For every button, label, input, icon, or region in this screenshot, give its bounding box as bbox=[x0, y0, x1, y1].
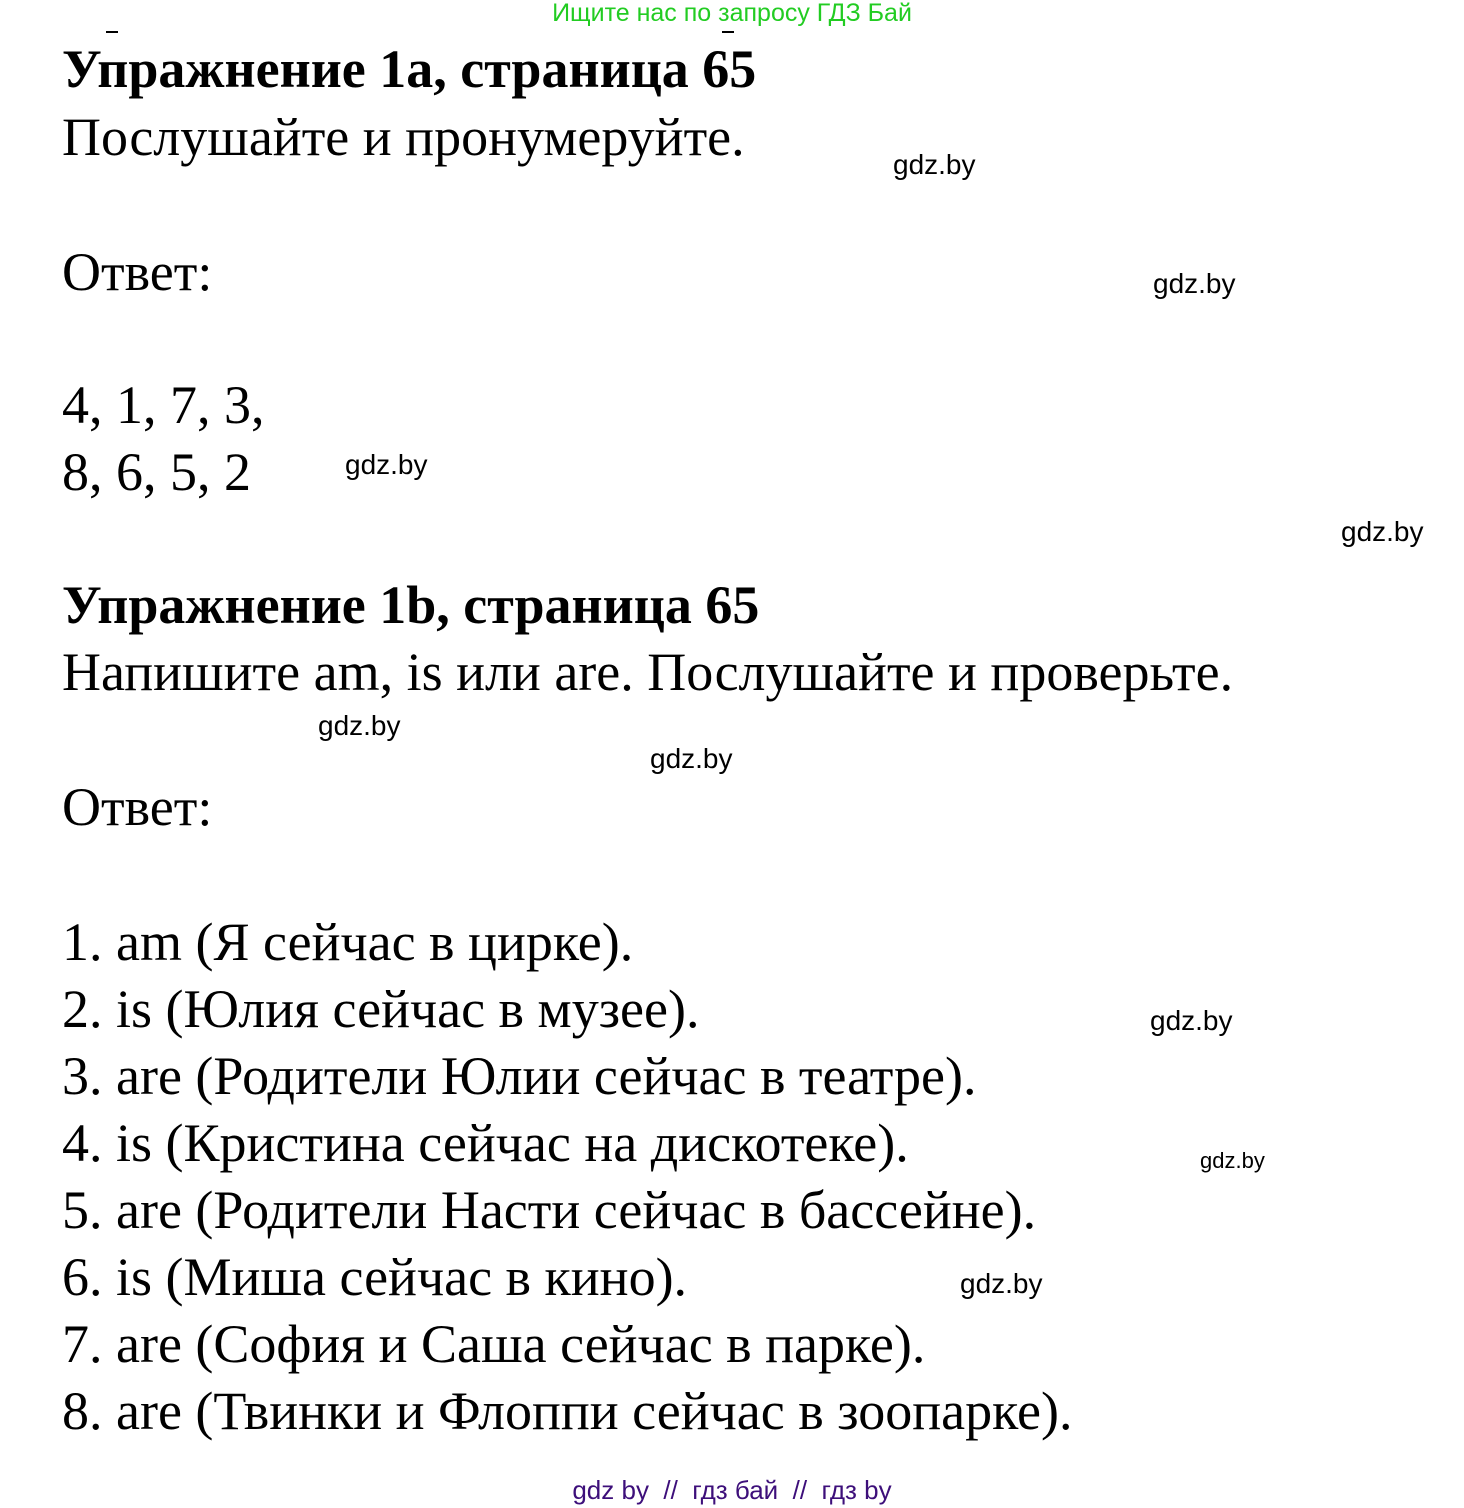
exercise-1a-title: Упражнение 1a, страница 65 bbox=[62, 39, 757, 99]
watermark: gdz.by bbox=[1341, 516, 1424, 547]
answer-item: 3. are (Родители Юлии сейчас в театре). bbox=[62, 1046, 977, 1106]
promo-banner[interactable]: Ищите нас по запросу ГДЗ Бай bbox=[552, 0, 912, 27]
answer-item: 1. am (Я сейчас в цирке). bbox=[62, 912, 634, 972]
exercise-1a-answer-line: 8, 6, 5, 2 bbox=[62, 442, 251, 502]
watermark: gdz.by bbox=[1153, 268, 1236, 299]
answer-item: 8. are (Твинки и Флоппи сейчас в зоопарке). bbox=[62, 1381, 1073, 1441]
exercise-1b-answer-label: Ответ: bbox=[62, 777, 213, 837]
answer-item: 7. are (София и Саша сейчас в парке). bbox=[62, 1314, 926, 1374]
watermark: gdz.by bbox=[1200, 1148, 1265, 1173]
exercise-1b-title: Упражнение 1b, страница 65 bbox=[62, 575, 760, 635]
watermark: gdz.by bbox=[960, 1268, 1043, 1299]
watermark: gdz.by bbox=[1150, 1005, 1233, 1036]
answer-item: 6. is (Миша сейчас в кино). bbox=[62, 1247, 688, 1307]
exercise-1a-task: Послушайте и пронумеруйте. bbox=[62, 107, 745, 167]
footer-links[interactable]: gdz by // гдз бай // гдз by bbox=[572, 1475, 892, 1505]
decorative-dash bbox=[106, 31, 118, 33]
decorative-dash bbox=[722, 31, 734, 33]
answer-item: 5. are (Родители Насти сейчас в бассейне). bbox=[62, 1180, 1037, 1240]
watermark: gdz.by bbox=[650, 743, 733, 774]
exercise-1a-answer-label: Ответ: bbox=[62, 242, 213, 302]
watermark: gdz.by bbox=[318, 710, 401, 741]
answer-item: 4. is (Кристина сейчас на дискотеке). bbox=[62, 1113, 909, 1173]
exercise-1b-task: Напишите am, is или are. Послушайте и проверьте. bbox=[62, 642, 1234, 702]
watermark: gdz.by bbox=[893, 149, 976, 180]
answer-item: 2. is (Юлия сейчас в музее). bbox=[62, 979, 700, 1039]
watermark: gdz.by bbox=[345, 449, 428, 480]
exercise-1a-answer-line: 4, 1, 7, 3, bbox=[62, 375, 265, 435]
